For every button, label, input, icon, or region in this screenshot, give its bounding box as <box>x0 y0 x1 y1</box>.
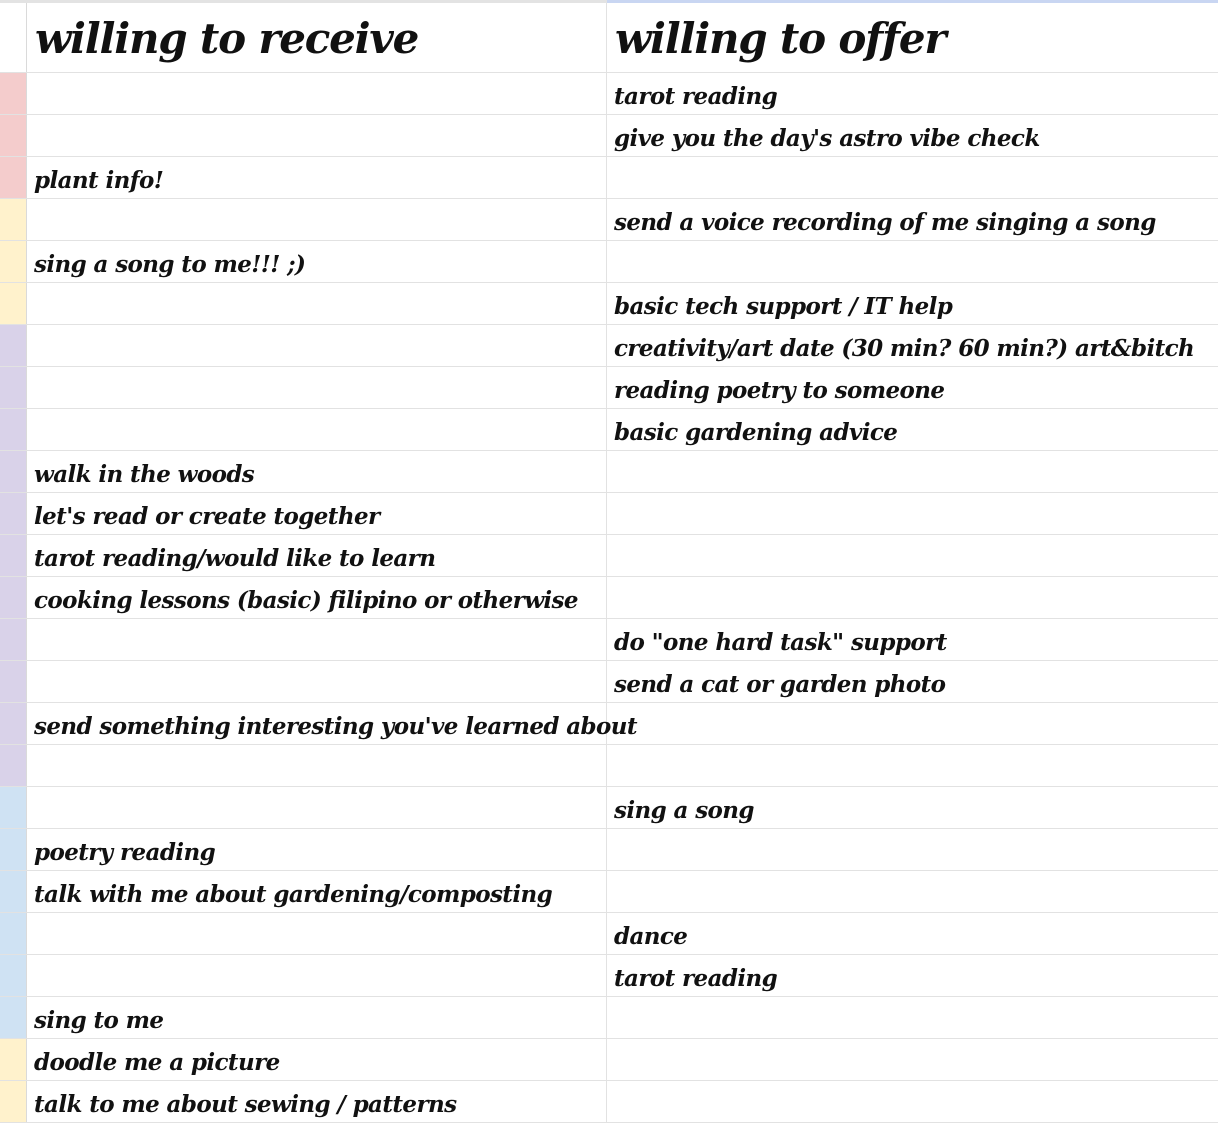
header-cell-offer[interactable] <box>607 3 1218 72</box>
row-header-blue[interactable] <box>0 997 27 1038</box>
cell-offer[interactable] <box>607 745 1218 786</box>
row-header[interactable] <box>0 3 27 72</box>
cell-receive-text: let's read or create together <box>34 503 380 530</box>
cell-offer-text: do "one hard task" support <box>614 629 947 656</box>
table-row <box>0 409 1218 451</box>
cell-receive-text: doodle me a picture <box>34 1049 280 1076</box>
cell-receive-text: sing a song to me!!! ;) <box>34 251 306 278</box>
table-row <box>0 283 1218 325</box>
cell-receive-text: send something interesting you've learned about <box>34 713 637 740</box>
cell-receive[interactable] <box>27 199 607 240</box>
table-row <box>0 829 1218 871</box>
cell-offer-text: tarot reading <box>614 83 778 110</box>
cell-receive[interactable] <box>27 367 607 408</box>
cell-receive-text: tarot reading/would like to learn <box>34 545 436 572</box>
cell-offer[interactable] <box>607 661 1218 702</box>
cell-receive[interactable] <box>27 73 607 114</box>
row-header-pink[interactable] <box>0 157 27 198</box>
cell-offer-text: dance <box>614 923 688 950</box>
cell-receive[interactable] <box>27 115 607 156</box>
table-row <box>0 871 1218 913</box>
table-row <box>0 703 1218 745</box>
cell-offer-text: reading poetry to someone <box>614 377 945 404</box>
row-header-yellow[interactable] <box>0 283 27 324</box>
table-row <box>0 577 1218 619</box>
cell-receive-text: walk in the woods <box>34 461 255 488</box>
cell-offer[interactable] <box>607 199 1218 240</box>
table-row <box>0 913 1218 955</box>
table-row <box>0 493 1218 535</box>
cell-receive-text: sing to me <box>34 1007 164 1034</box>
table-row <box>0 451 1218 493</box>
cell-receive-text: plant info! <box>34 167 164 194</box>
cell-receive[interactable] <box>27 619 607 660</box>
cell-offer[interactable] <box>607 829 1218 870</box>
cell-receive[interactable] <box>27 241 607 282</box>
cell-receive[interactable] <box>27 829 607 870</box>
cell-offer[interactable] <box>607 955 1218 996</box>
cell-receive[interactable] <box>27 871 607 912</box>
row-header-purple[interactable] <box>0 619 27 660</box>
cell-offer-text: send a voice recording of me singing a song <box>614 209 1156 236</box>
cell-receive[interactable] <box>27 661 607 702</box>
cell-receive[interactable] <box>27 745 607 786</box>
row-header-purple[interactable] <box>0 535 27 576</box>
header-receive-text: willing to receive <box>35 14 419 63</box>
cell-receive[interactable] <box>27 787 607 828</box>
cell-offer[interactable] <box>607 619 1218 660</box>
row-header-purple[interactable] <box>0 451 27 492</box>
cell-offer[interactable] <box>607 1081 1218 1122</box>
cell-offer[interactable] <box>607 241 1218 282</box>
cell-receive[interactable] <box>27 535 607 576</box>
table-row <box>0 955 1218 997</box>
row-header-yellow[interactable] <box>0 1081 27 1122</box>
header-offer-text: willing to offer <box>615 14 946 63</box>
row-header-blue[interactable] <box>0 829 27 870</box>
cell-offer[interactable] <box>607 871 1218 912</box>
cell-receive[interactable] <box>27 913 607 954</box>
table-row <box>0 367 1218 409</box>
row-header-yellow[interactable] <box>0 241 27 282</box>
row-header-yellow[interactable] <box>0 199 27 240</box>
row-header-purple[interactable] <box>0 367 27 408</box>
table-row <box>0 73 1218 115</box>
table-row <box>0 1039 1218 1081</box>
row-header-blue[interactable] <box>0 955 27 996</box>
row-header-purple[interactable] <box>0 325 27 366</box>
row-header-purple[interactable] <box>0 703 27 744</box>
cell-offer[interactable] <box>607 283 1218 324</box>
cell-receive[interactable] <box>27 703 637 744</box>
cell-offer[interactable] <box>607 577 1218 618</box>
cell-offer[interactable] <box>607 703 1218 744</box>
cell-receive[interactable] <box>27 1039 607 1080</box>
table-row <box>0 535 1218 577</box>
table-row <box>0 787 1218 829</box>
cell-offer[interactable] <box>607 493 1218 534</box>
row-header-purple[interactable] <box>0 409 27 450</box>
table-row <box>0 241 1218 283</box>
cell-receive[interactable] <box>27 325 607 366</box>
table-row <box>0 1081 1218 1123</box>
cell-offer-text: basic gardening advice <box>614 419 898 446</box>
cell-offer-text: basic tech support / IT help <box>614 293 953 320</box>
row-header-blue[interactable] <box>0 787 27 828</box>
header-cell-receive[interactable] <box>27 3 607 72</box>
table-row <box>0 325 1218 367</box>
table-row <box>0 661 1218 703</box>
cell-offer-text: send a cat or garden photo <box>614 671 946 698</box>
row-header-pink[interactable] <box>0 115 27 156</box>
cell-offer[interactable] <box>607 913 1218 954</box>
cell-receive-text: talk with me about gardening/composting <box>34 881 553 908</box>
cell-receive[interactable] <box>27 409 607 450</box>
cell-offer[interactable] <box>607 787 1218 828</box>
cell-receive[interactable] <box>27 955 607 996</box>
cell-receive[interactable] <box>27 577 607 618</box>
cell-offer-text: tarot reading <box>614 965 778 992</box>
table-row <box>0 619 1218 661</box>
cell-receive-text: cooking lessons (basic) filipino or otherwise <box>34 587 578 614</box>
table-row <box>0 115 1218 157</box>
row-header-pink[interactable] <box>0 73 27 114</box>
row-header-purple[interactable] <box>0 577 27 618</box>
row-header-purple[interactable] <box>0 661 27 702</box>
cell-receive[interactable] <box>27 451 607 492</box>
row-header-purple[interactable] <box>0 493 27 534</box>
cell-receive[interactable] <box>27 157 607 198</box>
row-header-blue[interactable] <box>0 871 27 912</box>
cell-receive[interactable] <box>27 1081 607 1122</box>
cell-offer[interactable] <box>607 325 1218 366</box>
table-row <box>0 157 1218 199</box>
table-row <box>0 745 1218 787</box>
cell-offer-text: creativity/art date (30 min? 60 min?) art&bitch <box>614 335 1195 362</box>
header-row <box>0 3 1218 73</box>
cell-offer[interactable] <box>607 115 1218 156</box>
table-row <box>0 997 1218 1039</box>
cell-offer-text: sing a song <box>614 797 754 824</box>
cell-offer[interactable] <box>607 451 1218 492</box>
row-header-yellow[interactable] <box>0 1039 27 1080</box>
cell-offer[interactable] <box>607 535 1218 576</box>
cell-offer-text: give you the day's astro vibe check <box>614 125 1040 152</box>
cell-receive[interactable] <box>27 493 607 534</box>
table-row <box>0 199 1218 241</box>
cell-receive[interactable] <box>27 997 607 1038</box>
row-header-blue[interactable] <box>0 913 27 954</box>
cell-receive[interactable] <box>27 283 607 324</box>
cell-receive-text: talk to me about sewing / patterns <box>34 1091 457 1118</box>
cell-offer[interactable] <box>607 997 1218 1038</box>
cell-offer[interactable] <box>607 367 1218 408</box>
cell-offer[interactable] <box>607 1039 1218 1080</box>
cell-receive-text: poetry reading <box>34 839 216 866</box>
cell-offer[interactable] <box>607 73 1218 114</box>
cell-offer[interactable] <box>607 409 1218 450</box>
cell-offer[interactable] <box>607 157 1218 198</box>
row-header-purple[interactable] <box>0 745 27 786</box>
